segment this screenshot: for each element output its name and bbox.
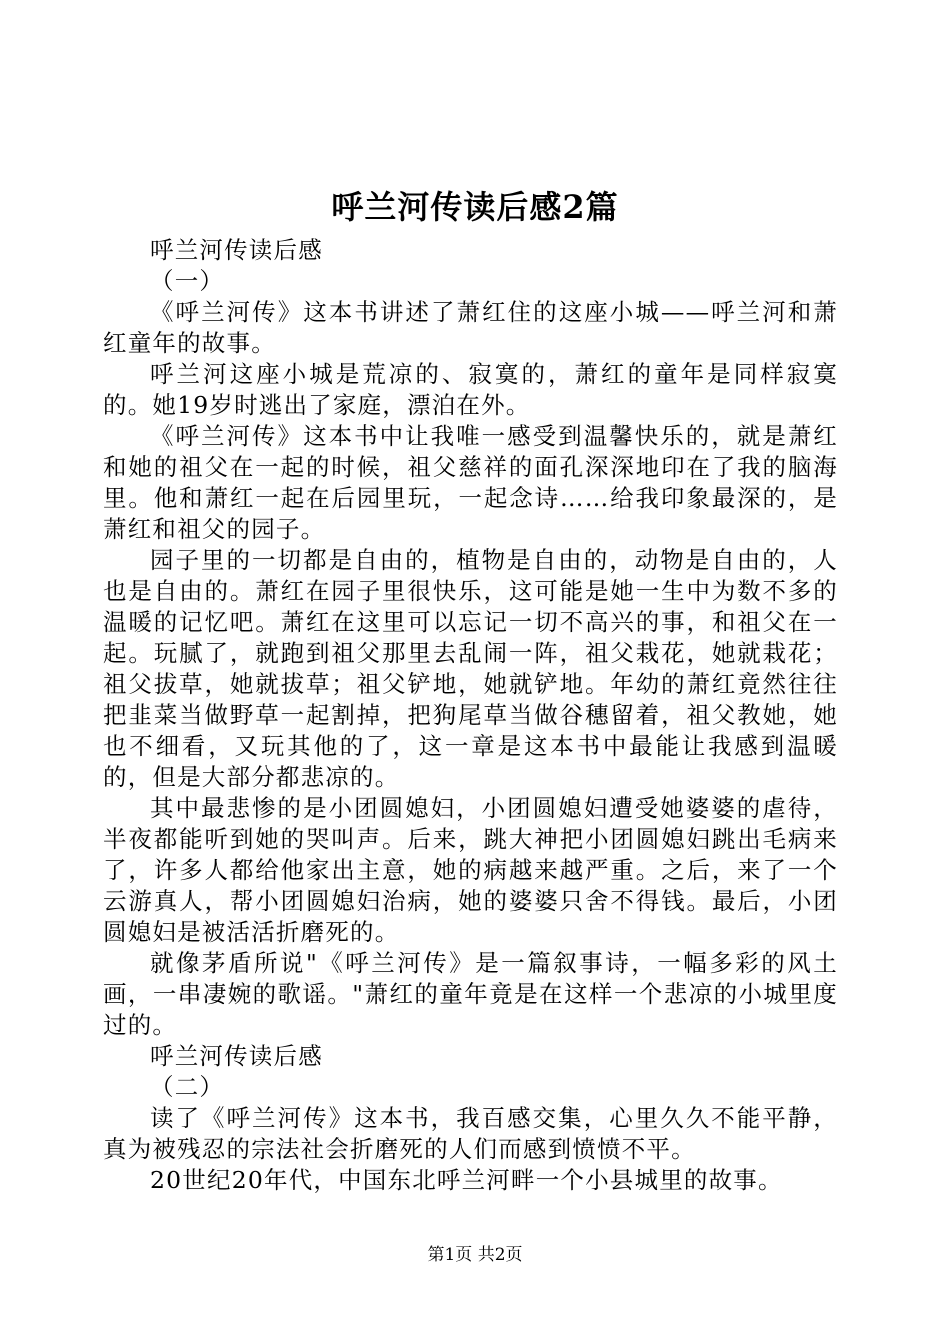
- paragraph: 其中最悲惨的是小团圆媳妇，小团圆媳妇遭受她婆婆的虐待，半夜都能听到她的哭叫声。后来，跳大神把小团圆媳妇跳出毛病来了，许多人都给他家出主意，她的病越来越严重。之后，来了一个云游真人，帮小团圆媳妇治病，她的婆婆只舍不得钱。最后，小团圆媳妇是被活活折磨死的。: [103, 794, 838, 946]
- document-title: 呼兰河传读后感2篇: [331, 188, 619, 226]
- paragraph: 呼兰河这座小城是荒凉的、寂寞的，萧红的童年是同样寂寞的。她19岁时逃出了家庭，漂泊在外。: [103, 360, 838, 419]
- paragraph: 就像茅盾所说"《呼兰河传》是一篇叙事诗，一幅多彩的风土画，一串凄婉的歌谣。"萧红的童年竟是在这样一个悲凉的小城里度过的。: [103, 949, 838, 1039]
- paragraph: 20世纪20年代，中国东北呼兰河畔一个小县城里的故事。: [150, 1166, 783, 1194]
- section-number: （一）: [150, 267, 225, 295]
- page-number-footer: 第1页 共2页: [427, 1245, 523, 1265]
- section-heading: 呼兰河传读后感: [150, 236, 323, 264]
- section-heading: 呼兰河传读后感: [150, 1042, 323, 1070]
- paragraph: 园子里的一切都是自由的，植物是自由的，动物是自由的，人也是自由的。萧红在园子里很快乐，这可能是她一生中为数不多的温暖的记忆吧。萧红在这里可以忘记一切不高兴的事，和祖父在一起。玩腻了，就跑到祖父那里去乱闹一阵，祖父栽花，她就栽花；祖父拔草，她就拔草；祖父铲地，她就铲地。年幼的萧红竟然往往把韭菜当做野草一起割掉，把狗尾草当做谷穗留着，祖父教她，她也不细看，又玩其他的了，这一章是这本书中最能让我感到温暖的，但是大部分都悲凉的。: [103, 546, 838, 791]
- document-body: [103, 235, 838, 1196]
- paragraph: 《呼兰河传》这本书中让我唯一感受到温馨快乐的，就是萧红和她的祖父在一起的时候，祖父慈祥的面孔深深地印在了我的脑海里。他和萧红一起在后园里玩，一起念诗……给我印象最深的，是萧红和祖父的园子。: [103, 422, 838, 543]
- paragraph: 《呼兰河传》这本书讲述了萧红住的这座小城——呼兰河和萧红童年的故事。: [103, 298, 838, 357]
- section-number: （二）: [150, 1073, 225, 1101]
- paragraph: 读了《呼兰河传》这本书，我百感交集，心里久久不能平静，真为被残忍的宗法社会折磨死的人们而感到愤愤不平。: [103, 1104, 838, 1163]
